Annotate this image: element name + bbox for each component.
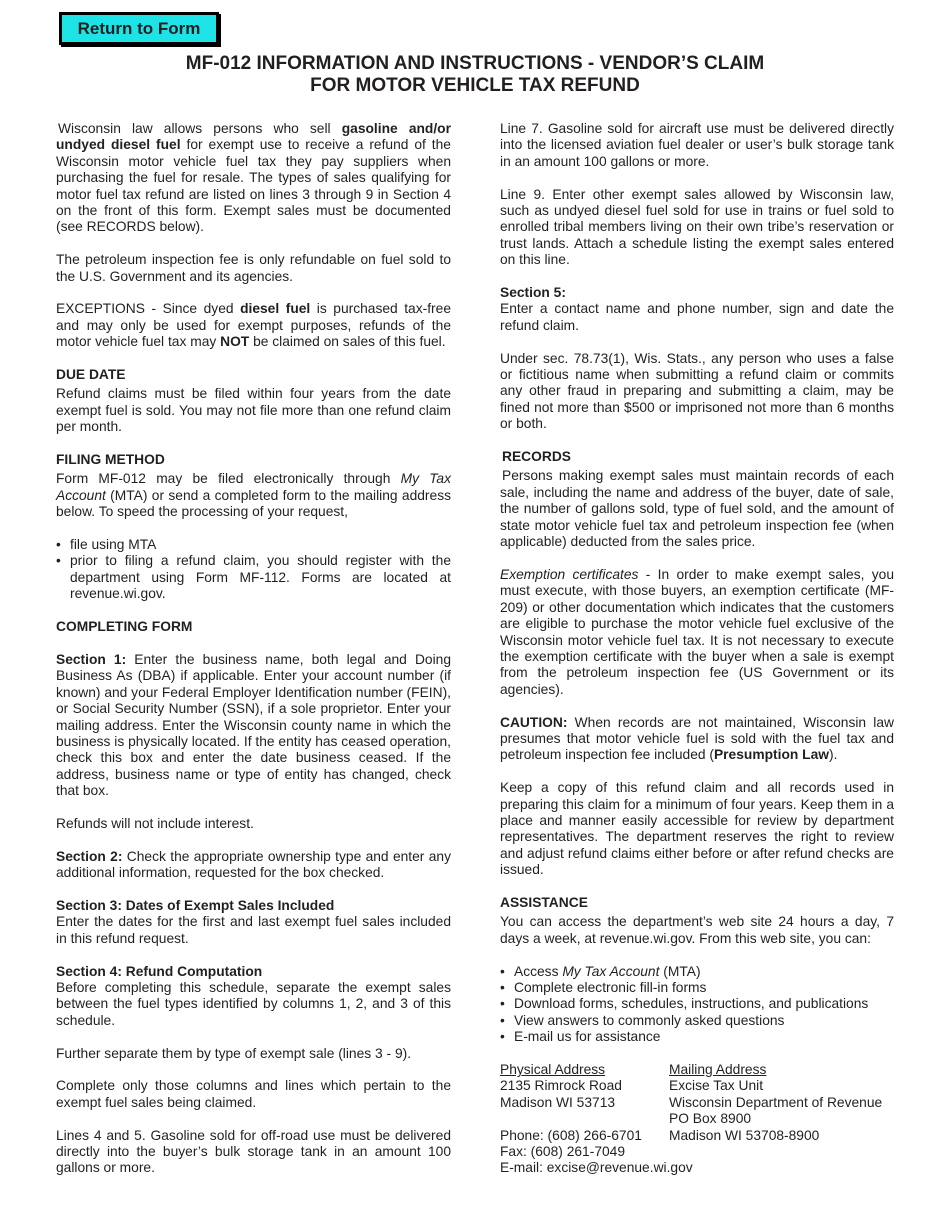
filing-method-heading: FILING METHOD — [56, 452, 165, 468]
completing-form-heading: COMPLETING FORM — [56, 619, 193, 635]
physical-address — [500, 1062, 693, 1177]
due-date-heading: DUE DATE — [56, 367, 126, 383]
list-item: • E-mail us for assistance — [500, 1029, 894, 1045]
physical-address-line: Madison WI 53713 — [500, 1094, 616, 1110]
mailing-address-line: Wisconsin Department of Revenue — [669, 1094, 883, 1110]
mailing-address-line: PO Box 8900 — [669, 1111, 752, 1127]
assistance-text: You can access the department’s web site 24 hours a day, 7 days a week, at revenue.wi.gov. From this web site, you can: — [500, 914, 894, 946]
return-to-form-button[interactable]: Return to Form — [59, 12, 219, 45]
list-item: • Access My Tax Account (MTA) — [500, 964, 894, 980]
keep-copy-text: Keep a copy of this refund claim and all records used in preparing this claim for a minimum of four years. Keep them in a place and manner easily accessible for review by department representatives. The department reserves the right to review and adjust refund claims either before or after refund checks are issued. — [500, 780, 894, 878]
physical-address-spacer — [500, 1111, 669, 1127]
mailing-address-heading: Mailing Address — [669, 1062, 767, 1077]
page-title-line2: FOR MOTOR VEHICLE TAX REFUND — [310, 75, 640, 96]
section2-paragraph: Section 2: Check the appropriate ownership type and enter any additional information, requested for the box checked. — [56, 848, 451, 881]
list-item: • View answers to commonly asked questions — [500, 1013, 894, 1029]
records-text: Persons making exempt sales must maintain records of each sale, including the name and address of the buyer, date of sale, the number of gallons sold, type of fuel sold, and the amount of state motor vehicle fuel tax and petroleum inspection fee (when applicable) deducted from the sales price. — [500, 468, 894, 550]
fax-line: Fax: (608) 261-7049 — [500, 1144, 626, 1160]
caution-text: CAUTION: When records are not maintained, Wisconsin law presumes that motor vehicle fuel is sold with the fuel tax and petroleum inspection fee included (Presumption Law). — [500, 714, 894, 763]
exceptions-paragraph: EXCEPTIONS - Since dyed diesel fuel is purchased tax-free and may only be used for exempt purposes, refunds of the motor vehicle fuel tax may NOT be claimed on sales of this fuel. — [56, 301, 451, 350]
left-column — [56, 121, 451, 1177]
due-date-text: Refund claims must be filed within four years from the date exempt fuel is sold. You may not file more than one refund claim per month. — [56, 386, 451, 435]
records-heading: RECORDS — [502, 449, 571, 465]
list-item: • file using MTA — [56, 537, 451, 553]
section3-text: Enter the dates for the first and last exempt fuel sales included in this refund request. — [56, 914, 451, 946]
physical-address-line: 2135 Rimrock Road — [500, 1078, 622, 1094]
phone-line: Phone: (608) 266-6701 — [500, 1127, 642, 1143]
section3-heading: Section 3: Dates of Exempt Sales Included — [56, 897, 335, 913]
page-title-line1: MF-012 INFORMATION AND INSTRUCTIONS - VENDOR’S CLAIM — [185, 53, 765, 74]
filing-method-text: Form MF-012 may be filed electronically through My Tax Account (MTA) or send a completed form to the mailing address below. To speed the processing of your request, — [56, 471, 451, 520]
filing-method-list — [56, 537, 451, 603]
intro-paragraph: Wisconsin law allows persons who sell gasoline and/or undyed diesel fuel for exempt use to receive a refund of the Wisconsin motor vehicle fuel tax they pay suppliers when purchasing the fuel for resale. The types of sales qualifying for motor fuel tax refund are listed on lines 3 through 9 in Section 4 on the front of this form. Exempt sales must be documented (see RECORDS below). — [56, 121, 451, 235]
mailing-address — [669, 1062, 894, 1177]
section4-complete-text: Complete only those columns and lines which pertain to the exempt fuel sales being claimed. — [56, 1078, 451, 1110]
list-item: • Download forms, schedules, instructions, and publications — [500, 996, 894, 1012]
petroleum-fee-paragraph: The petroleum inspection fee is only refundable on fuel sold to the U.S. Government and its agencies. — [56, 252, 451, 284]
physical-address-heading: Physical Address — [500, 1062, 606, 1077]
list-item: • prior to filing a refund claim, you should register with the department using Form MF-112. Forms are located at revenue.wi.gov. — [56, 553, 451, 602]
line7-text: Line 7. Gasoline sold for aircraft use must be delivered directly into the licensed aviation fuel dealer or user’s bulk storage tank in an amount 100 gallons or more. — [500, 121, 894, 169]
line9-text: Line 9. Enter other exempt sales allowed by Wisconsin law, such as undyed diesel fuel sold for use in trains or fuel sold to enrolled tribal members living on their own tribe’s reservation or trust lands. Attach a schedule listing the exempt sales entered on this line. — [500, 186, 894, 268]
section5-text: Enter a contact name and phone number, sign and date the refund claim. — [500, 301, 894, 333]
email-line: E-mail: excise@revenue.wi.gov — [500, 1160, 693, 1176]
mailing-address-line: Excise Tax Unit — [669, 1078, 764, 1094]
section4-heading: Section 4: Refund Computation — [56, 963, 263, 979]
section4-separate-text: Further separate them by type of exempt sale (lines 3 - 9). — [56, 1045, 412, 1061]
right-column — [500, 121, 894, 1177]
refunds-interest-text: Refunds will not include interest. — [56, 815, 254, 831]
section4-text: Before completing this schedule, separate the exempt sales between the fuel types identified by columns 1, 2, and 3 of this schedule. — [56, 979, 451, 1028]
exemption-certificates-text: Exemption certificates - In order to make exempt sales, you must execute, with those buyers, an exemption certificate (MF-209) or other documentation which indicates that the customers are eligible to purchase the motor vehicle fuel exclusive of the Wisconsin motor vehicle fuel tax. It is not necessary to execute the exemption certificate with the buyer when a sale is exempt from the petroleum inspection fee (US Government or its agencies). — [500, 566, 894, 697]
mailing-address-line: Madison WI 53708-8900 — [669, 1127, 820, 1143]
section1-paragraph: Section 1: Enter the business name, both legal and Doing Business As (DBA) if applicable. Enter your account number (if known) and your Federal Employer Identification number (FEIN), or Social Security Number (SSN), if a sole proprietor. Enter your mailing address. Enter the Wisconsin county name in which the business is physically located. If the entity has ceased operation, check this box and enter the date business ceased. If the address, business name or type of entity has changed, check that box. — [56, 651, 451, 799]
lines-4-5-text: Lines 4 and 5. Gasoline sold for off-road use must be delivered directly into the buyer’s bulk storage tank in an amount 100 gallons or more. — [56, 1127, 451, 1176]
address-block — [500, 1062, 894, 1177]
assistance-heading: ASSISTANCE — [500, 894, 588, 910]
list-item: • Complete electronic fill-in forms — [500, 980, 894, 996]
assistance-list — [500, 964, 894, 1046]
penalty-text: Under sec. 78.73(1), Wis. Stats., any person who uses a false or fictitious name when submitting a refund claim or commits any other fraud in preparing and submitting a claim, may be fined not more than $500 or imprisoned not more than 6 months or both. — [500, 350, 894, 432]
section5-heading: Section 5: — [500, 285, 566, 301]
